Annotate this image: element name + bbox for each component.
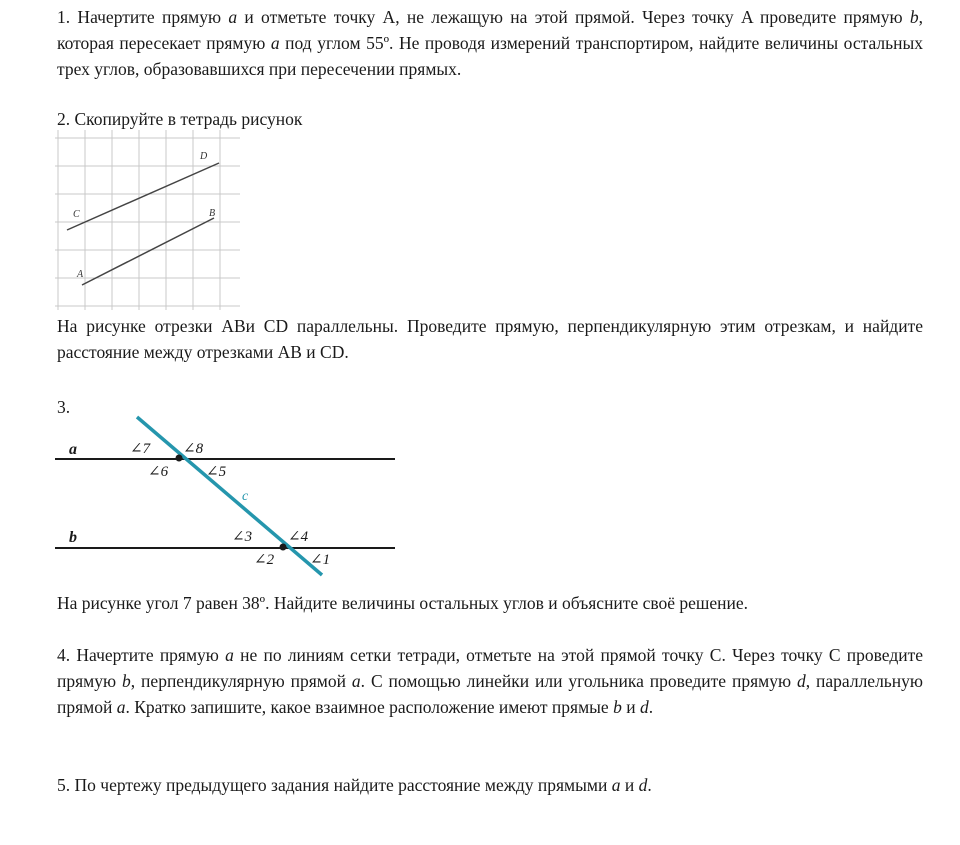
task3-heading: 3.	[57, 397, 71, 417]
task1-text	[57, 4, 923, 82]
task5-text	[57, 772, 923, 798]
task1-part2: и отметьте точку A, не лежащую на этой прямой. Через точку A проведите прямую	[237, 7, 910, 27]
task4-part7: и	[621, 697, 640, 717]
label-angle3: ∠3	[232, 529, 253, 545]
task1-var-b: b	[909, 7, 919, 27]
task1-part3: , которая пересекает прямую	[57, 7, 923, 53]
label-angle6: ∠6	[148, 464, 169, 480]
task4-part2: не по линиям сетки тетради, отметьте на этой прямой точку C. Через точку C проведите прямую	[57, 645, 923, 691]
label-angle7: ∠7	[130, 441, 151, 457]
task4-var-a2: a	[351, 671, 361, 691]
task3-text: На рисунке угол 7 равен 38º. Найдите величины остальных углов и объясните своё решение.	[57, 593, 749, 613]
label-angle8: ∠8	[183, 441, 204, 457]
segment-ab	[82, 218, 214, 285]
task4-part1: 4. Начертите прямую	[57, 645, 226, 665]
task4-var-d2: d	[639, 697, 649, 717]
task4-var-a3: a	[116, 697, 126, 717]
intersection-b	[280, 544, 287, 551]
task4-var-a: a	[225, 645, 234, 665]
task4-var-b: b	[122, 671, 131, 691]
task4-text	[57, 642, 923, 720]
task5-part1: 5. По чертежу предыдущего задания найдите расстояние между прямыми	[57, 775, 612, 795]
label-c: C	[73, 209, 80, 220]
label-angle5: ∠5	[206, 464, 227, 480]
grid-lines	[55, 130, 240, 310]
label-line-b: b	[69, 529, 77, 546]
task5-part2: и	[620, 775, 639, 795]
label-angle2: ∠2	[254, 552, 275, 568]
line-c	[137, 417, 322, 575]
label-a: A	[77, 269, 84, 280]
label-d: D	[200, 151, 208, 162]
task1-part1: 1. Начертите прямую	[57, 7, 229, 27]
task4-part6: . Кратко запишите, какое взаимное расположение имеют прямые	[125, 697, 614, 717]
task1-var-a2: a	[270, 33, 280, 53]
task5-var-d: d	[638, 775, 648, 795]
label-angle4: ∠4	[288, 529, 309, 545]
task4-part3: , перпендикулярную прямой	[130, 671, 352, 691]
task1-var-a: a	[228, 7, 238, 27]
task4-part8: .	[648, 697, 654, 717]
task4-var-d: d	[796, 671, 806, 691]
task2-heading: 2. Скопируйте в тетрадь рисунок	[57, 109, 303, 129]
task4-part5: , параллельную прямой	[57, 671, 923, 717]
task4-part4: . С помощью линейки или угольника проведите прямую	[360, 671, 797, 691]
task5-var-a: a	[611, 775, 621, 795]
task2-grid-figure	[55, 130, 240, 310]
task5-part3: .	[647, 775, 652, 795]
segment-cd	[67, 163, 219, 230]
task2-text: На рисунке отрезки ABи CD параллельны. Проведите прямую, перпендикулярную этим отрезкам, и найдите расстояние между отрезками AB и CD.	[57, 316, 923, 362]
label-line-c: c	[242, 489, 249, 504]
label-line-a: a	[69, 441, 77, 458]
intersection-a	[176, 455, 183, 462]
task1-part4: под углом 55º. Не проводя измерений транспортиром, найдите величины остальных трех углов, образовавшихся при пересечении прямых.	[57, 33, 923, 79]
task3-transversal-figure	[55, 412, 400, 577]
label-angle1: ∠1	[310, 552, 331, 568]
label-b: B	[209, 208, 216, 219]
task4-var-b2: b	[613, 697, 622, 717]
